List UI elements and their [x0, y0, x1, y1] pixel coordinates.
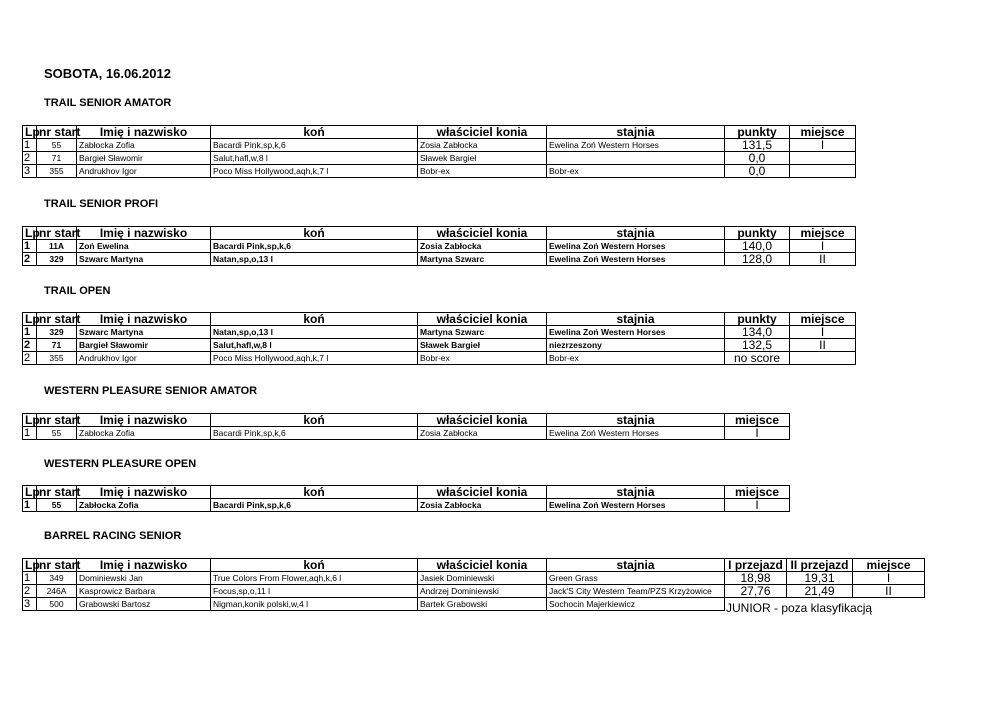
cell-name: Bargieł Sławomir	[77, 152, 211, 165]
cell-place: I	[790, 326, 856, 339]
cell-run1: 27,76	[725, 585, 787, 598]
col-header-run2: II przejazd	[787, 559, 853, 572]
cell-owner: Zosia Zabłocka	[418, 240, 547, 253]
cell-place: II	[853, 585, 925, 598]
cell-stable: Ewelina Zoń Western Horses	[547, 240, 725, 253]
cell-place: I	[790, 139, 856, 152]
cell-horse: Nigman,konik polski,w,4 l	[211, 598, 418, 611]
col-header-owner: właściciel konia	[418, 559, 547, 572]
cell-nr: 71	[37, 152, 77, 165]
col-header-name: Imię i nazwisko	[77, 559, 211, 572]
table-header-row	[23, 227, 856, 240]
cell-stable: Bobr-ex	[547, 165, 725, 178]
table-row	[23, 339, 856, 352]
cell-nr: 329	[37, 253, 77, 266]
results-table-trail-senior-profi	[22, 226, 856, 266]
cell-stable: Bobr-ex	[547, 352, 725, 365]
cell-place	[790, 152, 856, 165]
table-row	[23, 253, 856, 266]
cell-name: Andrukhov Igor	[77, 352, 211, 365]
col-header-nr: nr start	[37, 486, 77, 499]
table-row	[23, 240, 856, 253]
table-row	[23, 139, 856, 152]
col-header-place: miejsce	[790, 227, 856, 240]
cell-nr: 355	[37, 165, 77, 178]
col-header-lp: Lp	[23, 486, 37, 499]
cell-place: I	[853, 572, 925, 585]
cell-name: Dominiewski Jan	[77, 572, 211, 585]
cell-nr: 71	[37, 339, 77, 352]
col-header-nr: nr start	[37, 313, 77, 326]
section-title: TRAIL OPEN	[44, 285, 111, 297]
cell-nr: 55	[37, 427, 77, 440]
col-header-run1: I przejazd	[725, 559, 787, 572]
cell-lp: 2	[23, 339, 37, 352]
cell-place: I	[725, 427, 790, 440]
results-table-western-pleasure-senior-amator	[22, 413, 790, 440]
cell-stable: Green Grass	[547, 572, 725, 585]
cell-name: Szwarc Martyna	[77, 253, 211, 266]
cell-points: 140,0	[725, 240, 790, 253]
table-row	[23, 152, 856, 165]
col-header-lp: Lp	[23, 126, 37, 139]
col-header-horse: koń	[211, 227, 418, 240]
col-header-place: miejsce	[853, 559, 925, 572]
cell-lp: 3	[23, 165, 37, 178]
cell-points: 128,0	[725, 253, 790, 266]
col-header-place: miejsce	[790, 313, 856, 326]
col-header-horse: koń	[211, 559, 418, 572]
cell-owner: Sławek Bargieł	[418, 152, 547, 165]
cell-nr: 329	[37, 326, 77, 339]
results-table-trail-senior-amator	[22, 125, 856, 178]
cell-nr: 500	[37, 598, 77, 611]
cell-horse: Natan,sp,o,13 l	[211, 326, 418, 339]
table-header-row	[23, 414, 790, 427]
cell-stable: Jack'S City Western Team/PZS Krzyżowice	[547, 585, 725, 598]
col-header-lp: Lp	[23, 414, 37, 427]
col-header-place: miejsce	[790, 126, 856, 139]
cell-stable: Ewelina Zoń Western Horses	[547, 326, 725, 339]
cell-owner: Andrzej Dominiewski	[418, 585, 547, 598]
cell-owner: Bartek Grabowski	[418, 598, 547, 611]
section-title: BARREL RACING SENIOR	[44, 530, 182, 542]
cell-place: II	[790, 339, 856, 352]
cell-lp: 1	[23, 139, 37, 152]
cell-lp: 2	[23, 152, 37, 165]
col-header-name: Imię i nazwisko	[77, 126, 211, 139]
cell-horse: Bacardi Pink,sp,k,6	[211, 139, 418, 152]
cell-points: 0,0	[725, 165, 790, 178]
col-header-name: Imię i nazwisko	[77, 227, 211, 240]
col-header-points: punkty	[725, 227, 790, 240]
col-header-points: punkty	[725, 126, 790, 139]
col-header-horse: koń	[211, 414, 418, 427]
cell-stable	[547, 152, 725, 165]
cell-owner: Martyna Szwarc	[418, 326, 547, 339]
table-header-row	[23, 486, 790, 499]
cell-run2: 19,31	[787, 572, 853, 585]
cell-horse: Focus,sp,o,11 l	[211, 585, 418, 598]
cell-points: no score	[725, 352, 790, 365]
cell-horse: Natan,sp,o,13 l	[211, 253, 418, 266]
col-header-stable: stajnia	[547, 414, 725, 427]
col-header-place: miejsce	[725, 486, 790, 499]
cell-stable: Ewelina Zoń Western Horses	[547, 427, 725, 440]
table-row	[23, 585, 925, 598]
section-title: WESTERN PLEASURE OPEN	[44, 458, 197, 470]
cell-lp: 2	[23, 585, 37, 598]
cell-horse: Salut,hafl,w,8 l	[211, 152, 418, 165]
table-row	[23, 326, 856, 339]
results-table-western-pleasure-open	[22, 485, 790, 512]
col-header-horse: koń	[211, 486, 418, 499]
cell-horse: True Colors From Flower,aqh,k,6 l	[211, 572, 418, 585]
results-table-trail-open	[22, 312, 856, 365]
cell-nr: 55	[37, 499, 77, 512]
cell-owner: Zosia Zabłocka	[418, 499, 547, 512]
cell-lp: 1	[23, 326, 37, 339]
cell-stable: Ewelina Zoń Western Horses	[547, 499, 725, 512]
cell-lp: 1	[23, 499, 37, 512]
col-header-place: miejsce	[725, 414, 790, 427]
cell-lp: 2	[23, 352, 37, 365]
cell-place: I	[725, 499, 790, 512]
table-header-row	[23, 313, 856, 326]
cell-horse: Poco Miss Hollywood,aqh,k,7 l	[211, 352, 418, 365]
cell-name: Szwarc Martyna	[77, 326, 211, 339]
col-header-lp: Lp	[23, 227, 37, 240]
col-header-stable: stajnia	[547, 486, 725, 499]
cell-horse: Poco Miss Hollywood,aqh,k,7 l	[211, 165, 418, 178]
cell-stable: niezrzeszony	[547, 339, 725, 352]
cell-horse: Salut,hafl,w,8 l	[211, 339, 418, 352]
col-header-points: punkty	[725, 313, 790, 326]
col-header-horse: koń	[211, 313, 418, 326]
cell-owner: Sławek Bargieł	[418, 339, 547, 352]
cell-name: Kasprowicz Barbara	[77, 585, 211, 598]
col-header-owner: właściciel konia	[418, 414, 547, 427]
table-header-row	[23, 559, 925, 572]
col-header-name: Imię i nazwisko	[77, 313, 211, 326]
section-title: WESTERN PLEASURE SENIOR AMATOR	[44, 385, 258, 397]
cell-nr: 349	[37, 572, 77, 585]
cell-lp: 3	[23, 598, 37, 611]
cell-owner: Bobr-ex	[418, 165, 547, 178]
cell-owner: Jasiek Dominiewski	[418, 572, 547, 585]
cell-place: I	[790, 240, 856, 253]
cell-points: 132,5	[725, 339, 790, 352]
cell-run1: 18,98	[725, 572, 787, 585]
col-header-nr: nr start	[37, 414, 77, 427]
cell-name: Zabłocka Zofia	[77, 499, 211, 512]
cell-name: Bargieł Sławomir	[77, 339, 211, 352]
junior-note: JUNIOR - poza klasyfikacją	[726, 601, 873, 615]
cell-owner: Martyna Szwarc	[418, 253, 547, 266]
cell-stable: Ewelina Zoń Western Horses	[547, 253, 725, 266]
col-header-owner: właściciel konia	[418, 126, 547, 139]
cell-horse: Bacardi Pink,sp,k,6	[211, 499, 418, 512]
col-header-stable: stajnia	[547, 313, 725, 326]
cell-nr: 55	[37, 139, 77, 152]
col-header-owner: właściciel konia	[418, 313, 547, 326]
cell-lp: 2	[23, 253, 37, 266]
col-header-nr: nr start	[37, 227, 77, 240]
section-title: TRAIL SENIOR PROFI	[44, 198, 159, 210]
cell-place: II	[790, 253, 856, 266]
cell-place	[790, 352, 856, 365]
section-title: TRAIL SENIOR AMATOR	[44, 97, 172, 109]
col-header-lp: Lp	[23, 559, 37, 572]
cell-name: Zabłocka Zofia	[77, 427, 211, 440]
cell-points: 134,0	[725, 326, 790, 339]
col-header-nr: nr start	[37, 559, 77, 572]
col-header-stable: stajnia	[547, 227, 725, 240]
cell-name: Zabłocka Zofia	[77, 139, 211, 152]
col-header-horse: koń	[211, 126, 418, 139]
col-header-name: Imię i nazwisko	[77, 486, 211, 499]
page-title: SOBOTA, 16.06.2012	[44, 66, 171, 81]
cell-owner: Zosia Zabłocka	[418, 139, 547, 152]
cell-points: 0,0	[725, 152, 790, 165]
col-header-nr: nr start	[37, 126, 77, 139]
cell-lp: 1	[23, 427, 37, 440]
cell-stable: Sochocin Majerkiewicz	[547, 598, 725, 611]
table-header-row	[23, 126, 856, 139]
table-row	[23, 165, 856, 178]
cell-nr: 355	[37, 352, 77, 365]
cell-nr: 246A	[37, 585, 77, 598]
cell-name: Andrukhov Igor	[77, 165, 211, 178]
cell-owner: Zosia Zabłocka	[418, 427, 547, 440]
col-header-name: Imię i nazwisko	[77, 414, 211, 427]
table-row	[23, 499, 790, 512]
table-row	[23, 352, 856, 365]
table-row	[23, 427, 790, 440]
cell-lp: 1	[23, 240, 37, 253]
cell-horse: Bacardi Pink,sp,k,6	[211, 240, 418, 253]
col-header-lp: Lp	[23, 313, 37, 326]
cell-name: Grabowski Bartosz	[77, 598, 211, 611]
cell-owner: Bobr-ex	[418, 352, 547, 365]
col-header-stable: stajnia	[547, 559, 725, 572]
cell-run2: 21,49	[787, 585, 853, 598]
table-row	[23, 572, 925, 585]
cell-name: Zoń Ewelina	[77, 240, 211, 253]
col-header-owner: właściciel konia	[418, 486, 547, 499]
col-header-stable: stajnia	[547, 126, 725, 139]
cell-nr: 11A	[37, 240, 77, 253]
cell-points: 131,5	[725, 139, 790, 152]
cell-stable: Ewelina Zoń Western Horses	[547, 139, 725, 152]
cell-place	[790, 165, 856, 178]
cell-horse: Bacardi Pink,sp,k,6	[211, 427, 418, 440]
col-header-owner: właściciel konia	[418, 227, 547, 240]
cell-lp: 1	[23, 572, 37, 585]
